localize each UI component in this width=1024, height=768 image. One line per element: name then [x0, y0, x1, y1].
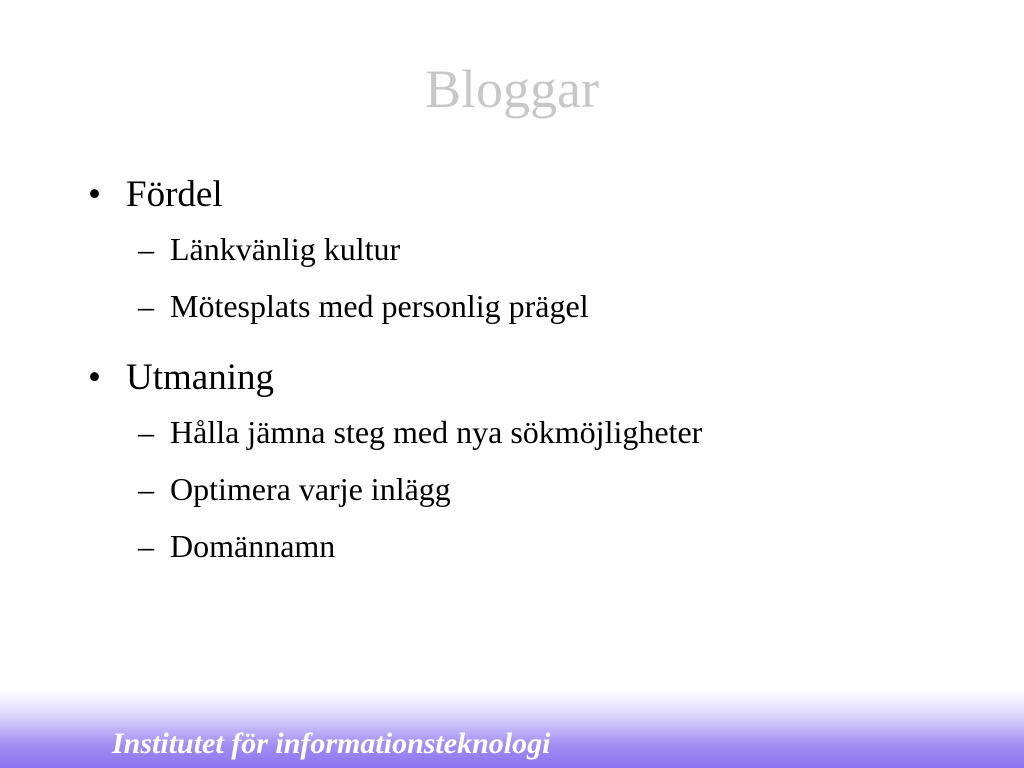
dash-icon: – [138, 471, 154, 507]
bullet-list [82, 170, 982, 582]
bullet-item-utmaning [82, 353, 982, 403]
sub-bullet-item [82, 525, 982, 567]
dash-icon: – [138, 528, 154, 564]
bullet-icon: • [88, 174, 101, 215]
sub-bullet-text: Länkvänlig kultur [170, 231, 401, 267]
dash-icon: – [138, 414, 154, 450]
sub-bullet-text: Optimera varje inlägg [170, 471, 451, 507]
dash-icon: – [138, 231, 154, 267]
bullet-heading: Fördel [126, 174, 223, 215]
sub-bullet-item [82, 411, 982, 453]
sub-bullet-text: Mötesplats med personlig prägel [170, 288, 589, 324]
dash-icon: – [138, 288, 154, 324]
bullet-heading: Utmaning [126, 357, 274, 398]
sub-bullet-item [82, 228, 982, 270]
bullet-icon: • [88, 357, 101, 398]
sub-bullet-text: Domännamn [170, 528, 336, 564]
sub-bullet-item [82, 285, 982, 327]
bullet-item-fordel [82, 170, 982, 220]
slide-title: Bloggar [425, 59, 599, 119]
sub-bullet-text: Hålla jämna steg med nya sökmöjligheter [170, 414, 703, 450]
footer-institute-name: Institutet för informationsteknologi [112, 727, 551, 760]
sub-bullet-item [82, 468, 982, 510]
